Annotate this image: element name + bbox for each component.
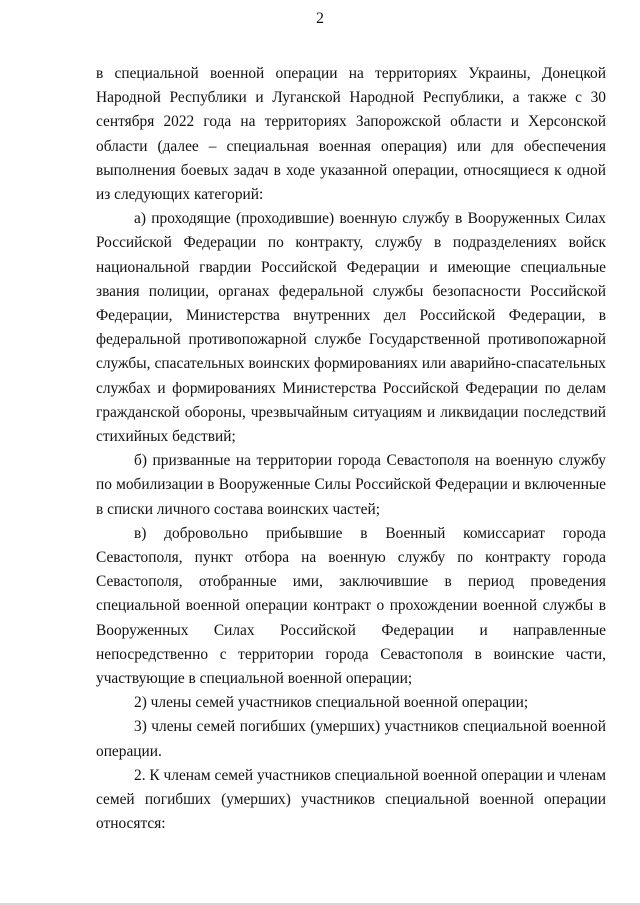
- document-body: [96, 62, 606, 837]
- paragraph-item-b: б) призванные на территории города Севастополя на военную службу по мобилизации в Вооруженные Силы Российской Федерации и включенные в списки личного состава воинских частей;: [96, 452, 606, 518]
- paragraph-item-a: а) проходящие (проходившие) военную службу в Вооруженных Силах Российской Федерации по контракту, службу в подразделениях войск национальной гвардии Российской Федерации и имеющие специальные звания полиции, органах федеральной службы безопасности Российской Федерации, Министерства внутренних дел Российской Федерации, в федеральной противопожарной службе Государственной противопожарной службы, спасательных воинских формированиях или аварийно-спасательных службах и формированиях Министерства Российской Федерации по делам гражданской обороны, чрезвычайным ситуациям и ликвидации последствий стихийных бедствий;: [96, 210, 606, 446]
- paragraph-section-2: 2. К членам семей участников специальной военной операции и членам семей погибших (умерших) участников специальной военной операции относятся:: [96, 766, 606, 833]
- paragraph-item-2: 2) члены семей участников специальной военной операции;: [134, 694, 529, 712]
- paragraph-intro-continuation: в специальной военной операции на территориях Украины, Донецкой Народной Республики и Луганской Народной Республики, а также с 30 сентября 2022 года на территориях Запорожской области и Херсонской области (далее – специальная военная операция) или для обеспечения выполнения боевых задач в ходе указанной операции, относящиеся к одной из следующих категорий:: [96, 65, 606, 204]
- paragraph-item-v: в) добровольно прибывшие в Военный комиссариат города Севастополя, пункт отбора на военную службу по контракту города Севастополя, отобранные ими, заключившие в период проведения специальной военной операции контракт о прохождении военной службы в Вооруженных Силах Российской Федерации и направленные непосредственно с территории города Севастополя в воинские части, участвующие в специальной военной операции;: [96, 524, 606, 688]
- page-number: 2: [316, 10, 324, 27]
- paragraph-item-3: 3) члены семей погибших (умерших) участников специальной военной операции.: [96, 718, 606, 760]
